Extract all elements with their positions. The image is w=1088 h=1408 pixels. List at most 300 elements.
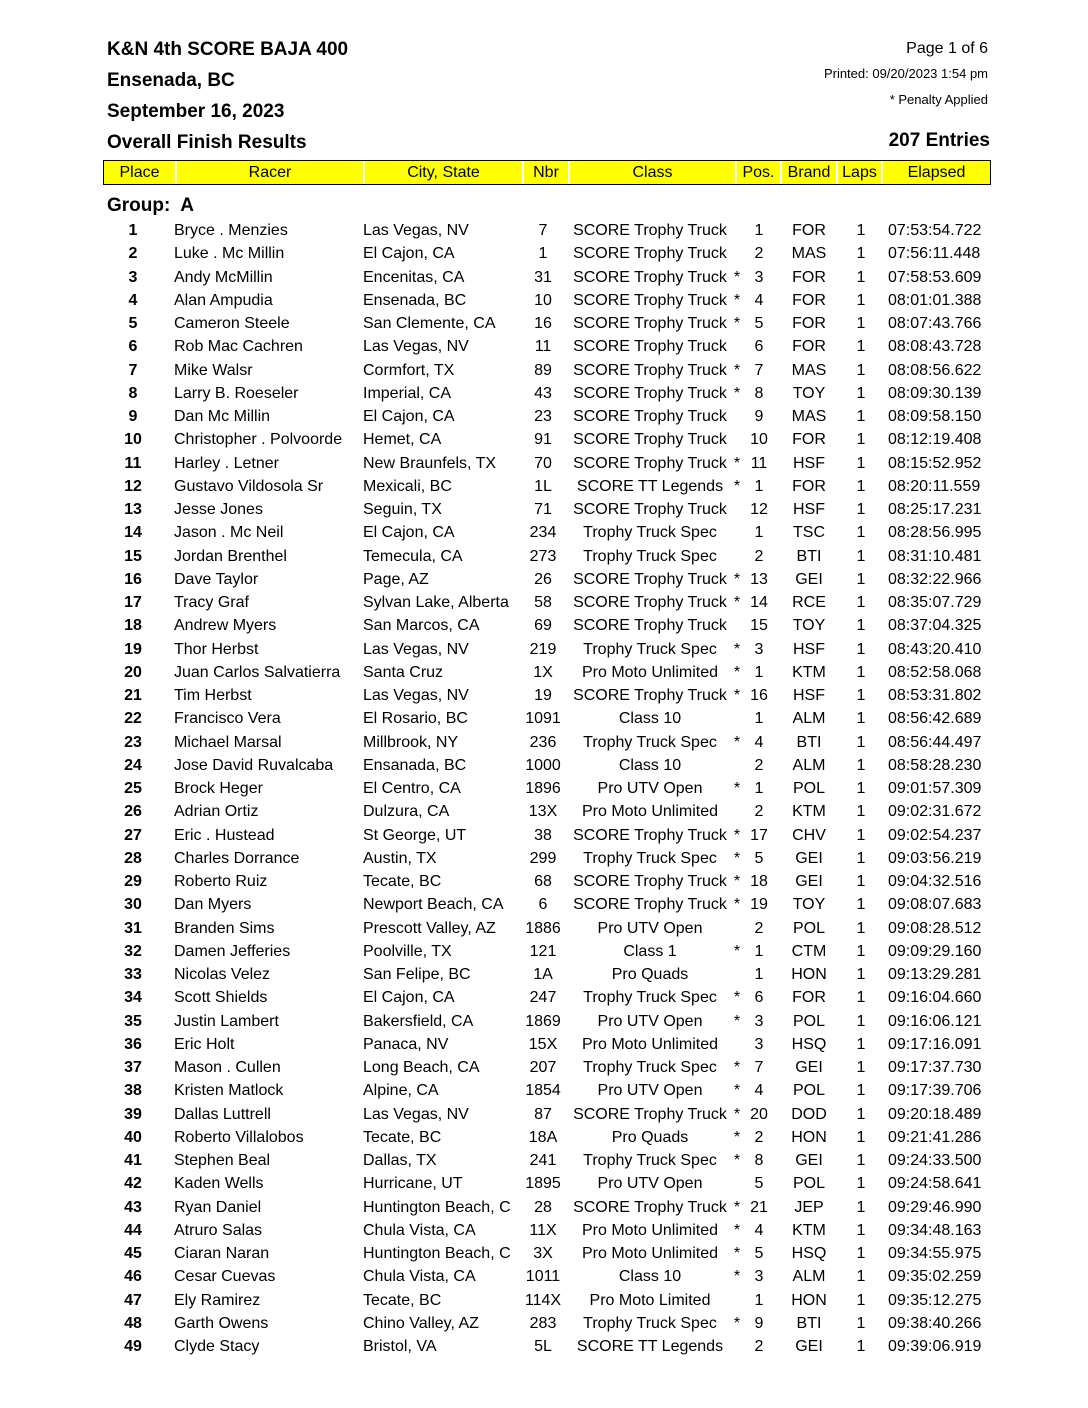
cell-nbr: 11X (529, 1221, 557, 1239)
cell-elapsed: 09:35:12.275 (888, 1291, 982, 1309)
table-row (0, 963, 1088, 986)
cell-place: 15 (124, 547, 142, 565)
cell-class: Trophy Truck Spec (583, 640, 717, 658)
cell-class: SCORE Trophy Truck (573, 291, 727, 309)
cell-brand: TOY (792, 896, 826, 914)
cell-laps: 1 (856, 687, 866, 704)
cell-pos: 6 (754, 338, 764, 356)
cell-racer: Roberto Ruiz (174, 873, 268, 890)
cell-pen: * (733, 780, 741, 797)
cell-brand: GEI (795, 1152, 823, 1169)
cell-laps: 1 (856, 1035, 866, 1053)
cell-elapsed: 08:20:11.559 (888, 477, 981, 495)
cell-nbr: 6 (538, 896, 548, 914)
cell-racer: Justin Lambert (174, 1012, 279, 1030)
cell-city: Panaca, NV (363, 1035, 449, 1053)
cell-class: Pro UTV Open (597, 1175, 703, 1193)
table-row (0, 1056, 1088, 1079)
cell-pos: 1 (754, 710, 764, 728)
cell-laps: 1 (856, 408, 866, 425)
cell-nbr: 299 (529, 849, 557, 867)
cell-elapsed: 08:35:07.729 (888, 594, 982, 611)
cell-pen: * (733, 477, 741, 495)
cell-nbr: 70 (534, 454, 552, 472)
table-row (0, 1126, 1088, 1149)
cell-place: 32 (124, 942, 142, 960)
cell-place: 31 (124, 919, 142, 937)
cell-pen: * (733, 663, 741, 681)
cell-brand: ALM (792, 710, 826, 728)
cell-racer: Larry B. Roeseler (174, 384, 299, 402)
cell-city: Page, AZ (363, 570, 429, 588)
cell-pos: 2 (754, 803, 764, 821)
table-row (0, 1219, 1088, 1242)
cell-brand: RCE (792, 594, 826, 611)
cell-city: San Clemente, CA (363, 315, 496, 332)
cell-elapsed: 07:56:11.448 (888, 245, 981, 263)
cell-brand: HSF (793, 454, 825, 472)
col-nbr: Nbr (533, 164, 559, 181)
cell-place: 21 (124, 687, 142, 704)
cell-city: Santa Cruz (363, 663, 444, 681)
cell-class: Pro Moto Limited (589, 1291, 711, 1309)
cell-brand: FOR (792, 431, 826, 449)
table-row (0, 661, 1088, 684)
cell-place: 20 (124, 663, 142, 681)
cell-place: 8 (128, 384, 138, 402)
cell-pen: * (733, 849, 741, 867)
cell-laps: 1 (856, 1128, 866, 1146)
table-row (0, 800, 1088, 823)
cell-laps: 1 (856, 361, 866, 379)
cell-city: Bristol, VA (363, 1338, 437, 1355)
table-row (0, 266, 1088, 289)
cell-elapsed: 09:09:29.160 (888, 942, 982, 960)
cell-racer: Roberto Villalobos (174, 1128, 304, 1146)
cell-laps: 1 (856, 222, 866, 239)
cell-elapsed: 09:20:18.489 (888, 1105, 982, 1123)
cell-pos: 2 (754, 547, 764, 565)
cell-city: Bakersfield, CA (363, 1012, 474, 1030)
cell-laps: 1 (856, 524, 866, 542)
cell-pen: * (733, 1314, 741, 1332)
table-row (0, 754, 1088, 777)
cell-place: 14 (124, 524, 142, 542)
cell-class: Class 10 (618, 710, 682, 728)
cell-elapsed: 09:17:16.091 (888, 1035, 982, 1053)
cell-laps: 1 (856, 477, 866, 495)
cell-laps: 1 (856, 1012, 866, 1030)
cell-elapsed: 09:39:06.919 (888, 1338, 982, 1355)
cell-city: Millbrook, NY (363, 733, 459, 751)
cell-city: Austin, TX (363, 849, 437, 867)
cell-pen: * (733, 826, 741, 844)
cell-brand: KTM (792, 1221, 826, 1239)
cell-laps: 1 (856, 1059, 866, 1076)
cell-pos: 13 (750, 570, 768, 588)
cell-city: Tecate, BC (363, 1291, 442, 1309)
cell-class: SCORE Trophy Truck (573, 501, 727, 518)
cell-brand: CTM (791, 942, 827, 960)
cell-racer: Adrian Ortiz (174, 803, 259, 821)
cell-pen: * (733, 640, 741, 658)
cell-brand: GEI (795, 570, 823, 588)
cell-pos: 7 (754, 361, 764, 379)
cell-brand: TSC (793, 524, 825, 542)
cell-nbr: 23 (534, 408, 552, 425)
cell-racer: Thor Herbst (174, 640, 259, 658)
cell-class: Pro Quads (611, 1128, 689, 1146)
cell-nbr: 71 (534, 501, 552, 518)
cell-pos: 3 (754, 1035, 764, 1053)
cell-nbr: 68 (534, 873, 552, 890)
cell-city: Ensenada, BC (363, 291, 467, 309)
cell-pos: 5 (754, 1175, 764, 1193)
cell-class: Pro UTV Open (597, 1012, 703, 1030)
cell-laps: 1 (856, 1314, 866, 1332)
cell-nbr: 10 (534, 291, 552, 309)
cell-elapsed: 09:01:57.309 (888, 780, 982, 797)
cell-class: SCORE Trophy Truck (573, 687, 727, 704)
cell-laps: 1 (856, 663, 866, 681)
cell-nbr: 28 (534, 1198, 552, 1216)
cell-place: 6 (128, 338, 138, 356)
cell-pen: * (733, 989, 741, 1007)
cell-place: 25 (124, 780, 142, 797)
cell-nbr: 87 (534, 1105, 552, 1123)
cell-racer: Eric Holt (174, 1035, 235, 1053)
cell-racer: Alan Ampudia (174, 291, 273, 309)
cell-racer: Francisco Vera (174, 710, 281, 728)
cell-class: SCORE Trophy Truck (573, 1105, 727, 1123)
cell-elapsed: 09:21:41.286 (888, 1128, 982, 1146)
cell-place: 16 (124, 570, 142, 588)
group-value: A (180, 195, 194, 216)
cell-racer: Clyde Stacy (174, 1338, 260, 1355)
cell-class: SCORE Trophy Truck (573, 408, 727, 425)
cell-brand: POL (792, 1012, 825, 1030)
cell-pen: * (733, 1082, 741, 1100)
table-row (0, 219, 1088, 242)
cell-nbr: 89 (534, 361, 552, 379)
table-row (0, 1149, 1088, 1172)
table-row (0, 335, 1088, 358)
cell-place: 30 (124, 896, 142, 914)
cell-laps: 1 (856, 733, 866, 751)
cell-city: El Cajon, CA (363, 408, 455, 425)
cell-laps: 1 (856, 710, 866, 728)
cell-city: Las Vegas, NV (363, 222, 469, 239)
cell-place: 22 (124, 710, 142, 728)
cell-nbr: 114X (524, 1291, 562, 1309)
cell-laps: 1 (856, 431, 866, 449)
cell-place: 11 (124, 454, 142, 472)
cell-pos: 21 (750, 1198, 768, 1216)
cell-class: SCORE TT Legends (576, 1338, 724, 1355)
cell-elapsed: 09:17:39.706 (888, 1082, 982, 1100)
cell-pos: 1 (754, 966, 764, 983)
cell-place: 35 (124, 1012, 142, 1030)
cell-brand: HSQ (791, 1245, 827, 1262)
cell-pos: 1 (754, 524, 764, 542)
cell-nbr: 3X (533, 1245, 553, 1262)
cell-pen: * (733, 733, 741, 751)
cell-brand: HON (791, 1128, 827, 1146)
table-row (0, 1242, 1088, 1265)
table-row (0, 312, 1088, 335)
cell-class: Pro UTV Open (597, 919, 703, 937)
cell-city: Poolville, TX (363, 942, 452, 960)
cell-city: Ensanada, BC (363, 756, 467, 774)
cell-pen: * (733, 1221, 741, 1239)
cell-racer: Atruro Salas (174, 1221, 263, 1239)
table-row (0, 614, 1088, 637)
cell-city: Las Vegas, NV (363, 640, 469, 658)
cell-city: Hurricane, UT (363, 1175, 463, 1193)
cell-place: 48 (124, 1314, 142, 1332)
cell-nbr: 11 (534, 338, 552, 356)
cell-nbr: 7 (538, 222, 548, 239)
table-row (0, 638, 1088, 661)
cell-place: 26 (124, 803, 142, 821)
cell-racer: Branden Sims (174, 919, 275, 937)
cell-laps: 1 (856, 594, 866, 611)
cell-brand: FOR (792, 315, 826, 332)
table-row (0, 986, 1088, 1009)
table-row (0, 1079, 1088, 1102)
cell-racer: Kristen Matlock (174, 1082, 284, 1100)
cell-place: 7 (128, 361, 138, 379)
cell-laps: 1 (856, 617, 866, 635)
cell-nbr: 1L (534, 477, 552, 495)
cell-place: 45 (124, 1245, 142, 1262)
cell-laps: 1 (856, 315, 866, 332)
cell-pos: 2 (754, 245, 764, 263)
cell-pos: 5 (754, 315, 764, 332)
cell-class: Trophy Truck Spec (583, 733, 717, 751)
cell-city: El Cajon, CA (363, 524, 455, 542)
cell-pen: * (733, 1152, 741, 1169)
report-header (107, 36, 348, 160)
cell-pos: 11 (750, 454, 768, 472)
cell-brand: JEP (794, 1198, 824, 1216)
cell-class: Class 10 (618, 1268, 682, 1286)
cell-place: 24 (124, 756, 142, 774)
table-row (0, 498, 1088, 521)
cell-nbr: 1886 (525, 919, 561, 937)
cell-place: 38 (124, 1082, 142, 1100)
cell-brand: DOD (791, 1105, 827, 1123)
cell-class: SCORE Trophy Truck (573, 431, 727, 449)
cell-pos: 2 (754, 756, 764, 774)
cell-racer: Ryan Daniel (174, 1198, 262, 1216)
cell-racer: Juan Carlos Salvatierra (174, 663, 341, 681)
cell-city: El Rosario, BC (363, 710, 468, 728)
cell-racer: Andrew Myers (174, 617, 277, 635)
cell-pos: 4 (754, 1221, 764, 1239)
cell-pos: 2 (754, 1128, 764, 1146)
cell-elapsed: 08:52:58.068 (888, 663, 982, 681)
cell-racer: Cesar Cuevas (174, 1268, 276, 1286)
table-row (0, 1010, 1088, 1033)
cell-nbr: 207 (529, 1059, 557, 1076)
cell-pos: 14 (750, 594, 768, 611)
table-row (0, 359, 1088, 382)
cell-laps: 1 (856, 547, 866, 565)
cell-pos: 10 (750, 431, 768, 449)
cell-place: 49 (124, 1338, 142, 1355)
cell-pos: 16 (750, 687, 768, 704)
cell-place: 5 (128, 315, 138, 332)
cell-elapsed: 09:08:28.512 (888, 919, 982, 937)
table-row (0, 405, 1088, 428)
cell-elapsed: 09:24:58.641 (888, 1175, 982, 1193)
cell-racer: Mike Walsr (174, 361, 253, 379)
cell-brand: GEI (795, 873, 823, 890)
cell-city: Huntington Beach, C (363, 1245, 511, 1262)
cell-laps: 1 (856, 1268, 866, 1286)
cell-place: 12 (124, 477, 142, 495)
table-row (0, 1312, 1088, 1335)
cell-brand: FOR (792, 477, 826, 495)
cell-nbr: 236 (529, 733, 557, 751)
cell-class: Pro Quads (611, 966, 689, 983)
cell-class: SCORE Trophy Truck (573, 338, 727, 356)
cell-brand: HSF (793, 687, 825, 704)
cell-laps: 1 (856, 780, 866, 797)
cell-laps: 1 (856, 849, 866, 867)
cell-class: SCORE TT Legends (576, 477, 724, 495)
cell-elapsed: 09:02:31.672 (888, 803, 982, 821)
cell-elapsed: 09:34:55.975 (888, 1245, 982, 1262)
cell-city: Chula Vista, CA (363, 1221, 476, 1239)
cell-elapsed: 08:31:10.481 (888, 547, 982, 565)
cell-place: 29 (124, 873, 142, 890)
column-header-bar (103, 160, 991, 185)
cell-class: SCORE Trophy Truck (573, 222, 727, 239)
cell-elapsed: 08:01:01.388 (888, 291, 982, 309)
cell-pos: 1 (754, 663, 764, 681)
cell-racer: Mason . Cullen (174, 1059, 281, 1076)
table-row (0, 521, 1088, 544)
cell-nbr: 1854 (525, 1082, 561, 1100)
col-class: Class (632, 164, 673, 181)
cell-class: Pro Moto Unlimited (581, 663, 719, 681)
cell-elapsed: 08:28:56.995 (888, 524, 982, 542)
cell-laps: 1 (856, 1105, 866, 1123)
table-row (0, 707, 1088, 730)
cell-place: 39 (124, 1105, 142, 1123)
cell-nbr: 1000 (525, 756, 561, 774)
cell-place: 43 (124, 1198, 142, 1216)
cell-elapsed: 08:15:52.952 (888, 454, 982, 472)
cell-pos: 9 (754, 1314, 764, 1332)
cell-place: 3 (128, 268, 138, 286)
cell-racer: Stephen Beal (174, 1152, 271, 1169)
cell-city: New Braunfels, TX (363, 454, 497, 472)
cell-pos: 19 (750, 896, 768, 914)
cell-laps: 1 (856, 245, 866, 263)
table-row (0, 1289, 1088, 1312)
cell-elapsed: 08:37:04.325 (888, 617, 982, 635)
cell-pen: * (733, 1128, 741, 1146)
cell-city: Chino Valley, AZ (363, 1314, 479, 1332)
cell-class: SCORE Trophy Truck (573, 1198, 727, 1216)
table-row (0, 1172, 1088, 1195)
cell-laps: 1 (856, 803, 866, 821)
cell-racer: Damen Jefferies (174, 942, 291, 960)
cell-racer: Gustavo Vildosola Sr (174, 477, 324, 495)
cell-racer: Cameron Steele (174, 315, 290, 332)
cell-pos: 4 (754, 291, 764, 309)
cell-elapsed: 08:08:56.622 (888, 361, 982, 379)
cell-city: Alpine, CA (363, 1082, 439, 1100)
cell-nbr: 91 (534, 431, 552, 449)
cell-class: Class 1 (623, 942, 677, 960)
cell-place: 42 (124, 1175, 142, 1193)
cell-nbr: 69 (534, 617, 552, 635)
cell-racer: Jordan Brenthel (174, 547, 287, 565)
cell-city: San Marcos, CA (363, 617, 480, 635)
cell-city: Las Vegas, NV (363, 1105, 469, 1123)
table-row (0, 777, 1088, 800)
col-city: City, State (407, 164, 480, 181)
cell-class: Trophy Truck Spec (583, 849, 717, 867)
cell-class: Trophy Truck Spec (583, 524, 717, 542)
cell-class: SCORE Trophy Truck (573, 245, 727, 263)
cell-nbr: 38 (534, 826, 552, 844)
cell-pos: 2 (754, 919, 764, 937)
cell-nbr: 121 (529, 942, 557, 960)
cell-laps: 1 (856, 1221, 866, 1239)
cell-racer: Dan Myers (174, 896, 252, 914)
cell-pos: 4 (754, 1082, 764, 1100)
cell-brand: FOR (792, 338, 826, 356)
cell-pos: 1 (754, 222, 764, 239)
cell-pen: * (733, 873, 741, 890)
cell-pos: 1 (754, 942, 764, 960)
cell-racer: Jesse Jones (174, 501, 263, 518)
cell-pos: 20 (750, 1105, 768, 1123)
cell-elapsed: 08:56:44.497 (888, 733, 982, 751)
cell-city: Chula Vista, CA (363, 1268, 476, 1286)
cell-laps: 1 (856, 989, 866, 1007)
cell-elapsed: 08:25:17.231 (888, 501, 982, 518)
cell-place: 37 (124, 1059, 142, 1076)
cell-elapsed: 09:29:46.990 (888, 1198, 982, 1216)
cell-class: SCORE Trophy Truck (573, 384, 727, 402)
cell-nbr: 19 (534, 687, 552, 704)
cell-class: SCORE Trophy Truck (573, 268, 727, 286)
cell-laps: 1 (856, 291, 866, 309)
cell-place: 23 (124, 733, 142, 751)
cell-city: Long Beach, CA (363, 1059, 480, 1076)
cell-racer: Jason . Mc Neil (174, 524, 284, 542)
cell-elapsed: 09:13:29.281 (888, 966, 982, 983)
cell-brand: POL (792, 919, 825, 937)
cell-laps: 1 (856, 1198, 866, 1216)
cell-class: Trophy Truck Spec (583, 1152, 717, 1169)
cell-class: SCORE Trophy Truck (573, 873, 727, 890)
cell-elapsed: 08:58:28.230 (888, 756, 982, 774)
cell-pen: * (733, 570, 741, 588)
cell-pos: 7 (754, 1059, 764, 1076)
cell-brand: TOY (792, 384, 826, 402)
table-row (0, 242, 1088, 265)
cell-class: Trophy Truck Spec (583, 989, 717, 1007)
cell-pos: 6 (754, 989, 764, 1007)
group-label: Group: (107, 195, 171, 216)
